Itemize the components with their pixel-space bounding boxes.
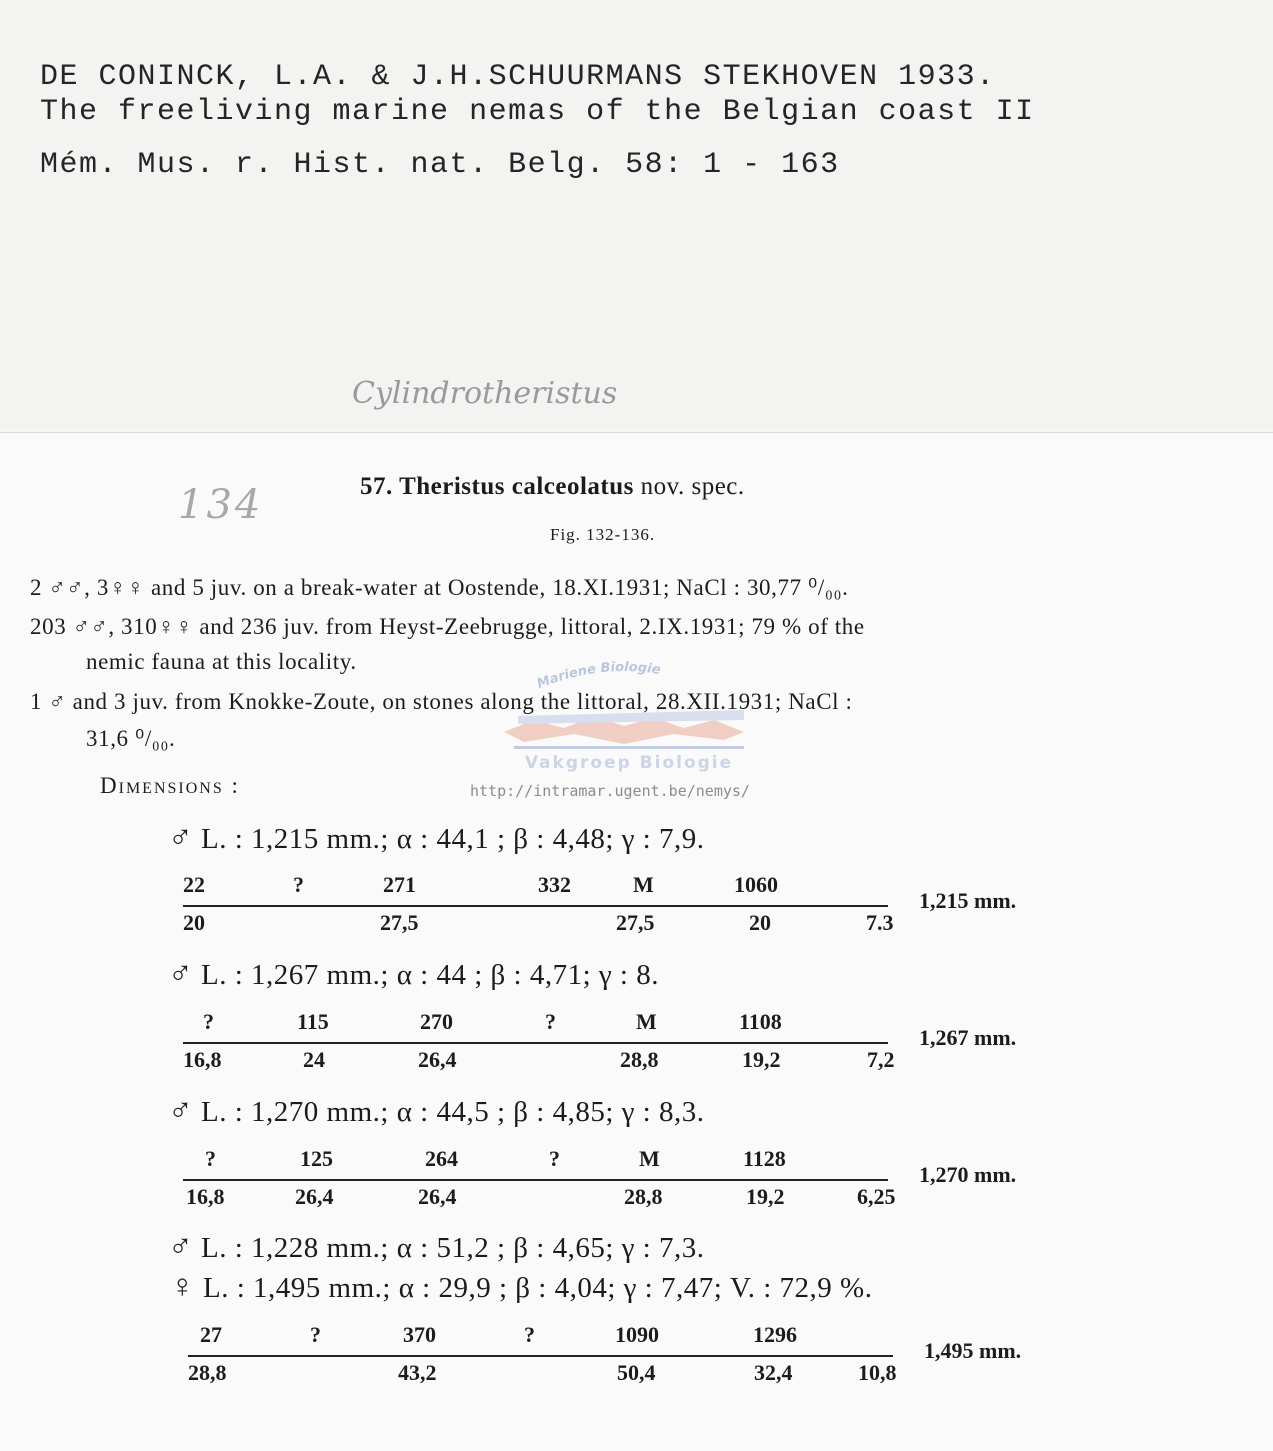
formula-value: 271	[383, 872, 416, 897]
formula-value: 125	[300, 1146, 333, 1171]
formula-value: ?	[545, 1009, 556, 1034]
male-symbol: ♂	[168, 1093, 194, 1129]
formula-value: 28,8	[624, 1184, 663, 1209]
formula-value: 1128	[743, 1146, 786, 1171]
locality-line-3: nemic fauna at this locality.	[86, 649, 357, 674]
female-symbol: ♀	[170, 1269, 196, 1305]
formula-value: ?	[203, 1009, 214, 1034]
formula-value: 27	[200, 1322, 222, 1347]
formula-value: 26,4	[418, 1184, 457, 1209]
formula-value: ?	[205, 1146, 216, 1171]
locality-line-5: 31,6 ⁰/₀₀.	[86, 726, 176, 751]
formula-value: 26,4	[418, 1047, 457, 1072]
formula-value: M	[639, 1146, 660, 1171]
formula-value: 27,5	[616, 910, 655, 935]
formula-value: 16,8	[186, 1184, 225, 1209]
formula-value: 6,25	[857, 1184, 896, 1209]
specimen-2-measurements: L. : 1,267 mm.; α : 44 ; β : 4,71; γ : 8.	[201, 959, 659, 991]
specimen-3-formula	[183, 1142, 1017, 1218]
male-symbol: ♂	[168, 956, 194, 992]
specimen-female-formula	[188, 1318, 1022, 1394]
formula-value: 19,2	[742, 1047, 781, 1072]
specimen-1-line	[168, 820, 705, 857]
formula-value: 115	[297, 1009, 329, 1034]
watermark-arc-text: Mariene Biologie	[535, 659, 662, 692]
formula-value: 28,8	[620, 1047, 659, 1072]
specimen-4-measurements: L. : 1,228 mm.; α : 51,2 ; β : 4,65; γ : 7,3.	[201, 1232, 705, 1264]
formula-value: M	[633, 872, 654, 897]
locality-line-1: 2 ♂♂, 3♀♀ and 5 juv. on a break-water at Oostende, 18.XI.1931; NaCl : 30,77 ⁰/₀₀.	[30, 575, 849, 600]
handwritten-page-mark: 134	[178, 482, 264, 528]
formula-value: M	[636, 1009, 657, 1034]
species-status: nov. spec.	[640, 473, 745, 500]
watermark-url: http://intramar.ugent.be/nemys/	[470, 782, 750, 800]
citation-authors: DE CONINCK, L.A. & J.H.SCHUURMANS STEKHOVEN 1933.	[40, 60, 996, 94]
formula-value: 1108	[739, 1009, 782, 1034]
species-name: Theristus calceolatus	[399, 473, 634, 500]
specimen-2-formula	[183, 1005, 1017, 1081]
formula-value: 1060	[734, 872, 778, 897]
formula-value: 32,4	[754, 1360, 793, 1385]
male-symbol: ♂	[168, 1229, 194, 1265]
formula-value: 20	[183, 910, 205, 935]
formula-total: 1,495 mm.	[924, 1338, 1022, 1363]
specimen-1-measurements: L. : 1,215 mm.; α : 44,1 ; β : 4,48; γ : 7,9.	[201, 823, 705, 855]
formula-value: ?	[310, 1322, 321, 1347]
watermark-logo	[494, 648, 754, 776]
species-number: 57.	[360, 473, 393, 500]
reference-card	[0, 0, 1273, 430]
specimen-3-line	[168, 1093, 705, 1130]
fraction-rule	[188, 1355, 893, 1357]
specimen-4-line	[168, 1229, 705, 1266]
formula-value: 370	[403, 1322, 436, 1347]
specimen-female-line	[170, 1269, 872, 1306]
dimensions-heading: Dimensions :	[100, 773, 240, 798]
specimen-female-measurements: L. : 1,495 mm.; α : 29,9 ; β : 4,04; γ : 7,47; V. : 72,9 %.	[203, 1272, 873, 1304]
formula-value: 27,5	[380, 910, 419, 935]
formula-total: 1,267 mm.	[919, 1025, 1017, 1050]
male-symbol: ♂	[168, 820, 194, 856]
handwritten-genus-note: Cylindrotheristus	[352, 376, 618, 411]
watermark-label: Vakgroep Biologie	[524, 753, 734, 773]
specimen-3-measurements: L. : 1,270 mm.; α : 44,5 ; β : 4,85; γ : 8,3.	[201, 1096, 705, 1128]
formula-value: 43,2	[398, 1360, 437, 1385]
species-title	[360, 473, 745, 501]
formula-value: ?	[549, 1146, 560, 1171]
formula-value: ?	[524, 1322, 535, 1347]
fraction-rule	[183, 1042, 888, 1044]
citation-journal: Mém. Mus. r. Hist. nat. Belg. 58: 1 - 163	[40, 148, 840, 182]
formula-value: 1090	[615, 1322, 659, 1347]
formula-total: 1,270 mm.	[919, 1162, 1017, 1187]
formula-value: 7.3	[866, 910, 894, 935]
fraction-rule	[183, 905, 888, 907]
formula-total: 1,215 mm.	[919, 888, 1017, 913]
formula-value: 7,2	[867, 1047, 895, 1072]
formula-value: 22	[183, 872, 205, 897]
formula-value: 26,4	[295, 1184, 334, 1209]
formula-value: 270	[420, 1009, 453, 1034]
locality-line-2: 203 ♂♂, 310♀♀ and 236 juv. from Heyst-Zeebrugge, littoral, 2.IX.1931; 79 % of the	[30, 614, 865, 639]
formula-value: 332	[538, 872, 571, 897]
formula-value: 264	[425, 1146, 458, 1171]
fraction-rule	[183, 1179, 888, 1181]
formula-value: 19,2	[746, 1184, 785, 1209]
formula-value: 24	[303, 1047, 325, 1072]
formula-value: 28,8	[188, 1360, 227, 1385]
formula-value: ?	[293, 872, 304, 897]
specimen-2-line	[168, 956, 659, 993]
formula-value: 16,8	[183, 1047, 222, 1072]
formula-value: 1296	[753, 1322, 797, 1347]
figure-reference: Fig. 132-136.	[550, 525, 656, 544]
formula-value: 10,8	[858, 1360, 897, 1385]
formula-value: 50,4	[617, 1360, 656, 1385]
citation-title: The freeliving marine nemas of the Belgian coast II	[40, 95, 1035, 129]
locality-line-4: 1 ♂ and 3 juv. from Knokke-Zoute, on stones along the littoral, 28.XII.1931; NaCl :	[30, 689, 853, 714]
formula-value: 20	[749, 910, 771, 935]
watermark-graphic	[494, 648, 754, 776]
specimen-1-formula	[183, 868, 1017, 944]
